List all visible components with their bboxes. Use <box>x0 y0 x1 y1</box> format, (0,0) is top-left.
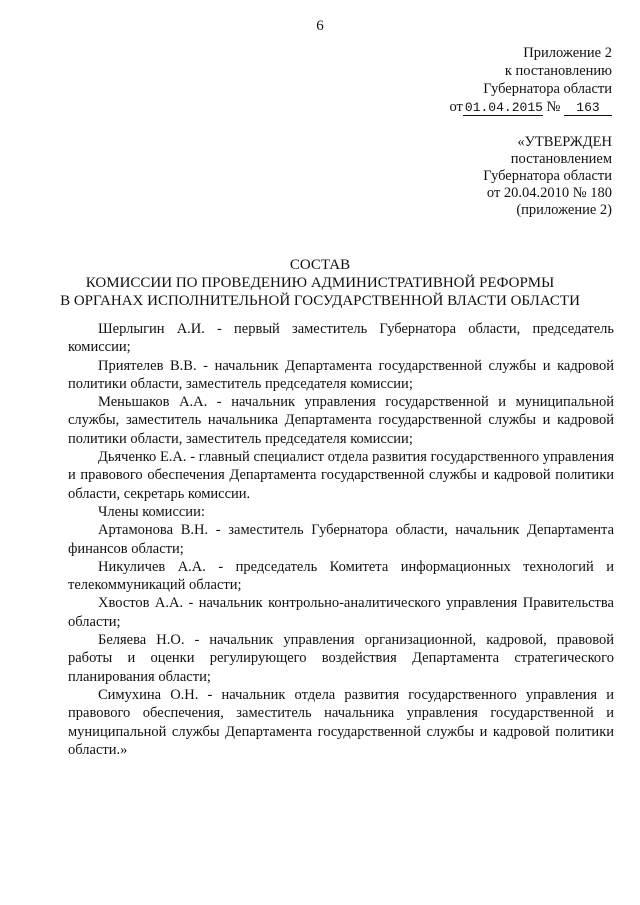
approved-line-1: «УТВЕРЖДЕН <box>517 134 612 150</box>
approved-line-5: (приложение 2) <box>516 202 612 218</box>
page-number: 6 <box>316 18 324 34</box>
approved-line-4: от 20.04.2010 № 180 <box>486 185 612 201</box>
number-label: № <box>546 99 561 115</box>
commission-members-list <box>68 320 614 759</box>
resolution-number: 163 <box>564 101 612 116</box>
resolution-date: 01.04.2015 <box>464 100 543 115</box>
title-line-1: СОСТАВ <box>289 257 351 273</box>
member-paragraph-secretary: Дьяченко Е.А. - главный специалист отдела развития государственного управления и правового обеспечения Департамента государственной службы и кадровой политики области, секретарь комиссии. <box>68 449 614 502</box>
member-paragraph: Никуличев А.А. - председатель Комитета информационных технологий и телекоммуникаций области; <box>68 558 614 594</box>
appendix-header <box>450 44 613 116</box>
from-label: от <box>449 99 463 115</box>
member-paragraph-deputy-2: Меньшаков А.А. - начальник управления государственной и муниципальной службы, заместитель начальника Департамента государственной службы и кадровой политики области, заместитель председателя комиссии; <box>68 394 614 447</box>
appendix-title: Приложение 2 <box>523 45 612 61</box>
appendix-date-number-line <box>450 98 613 116</box>
approved-stamp-block <box>483 134 612 219</box>
title-line-2: КОМИССИИ ПО ПРОВЕДЕНИЮ АДМИНИСТРАТИВНОЙ РЕФОРМЫ <box>85 275 555 291</box>
member-paragraph: Артамонова В.Н. - заместитель Губернатора области, начальник Департамента финансов области; <box>68 522 614 557</box>
members-heading: Члены комиссии: <box>98 503 205 520</box>
member-paragraph-chair: Шерлыгин А.И. - первый заместитель Губернатора области, председатель комиссии; <box>68 321 614 356</box>
member-paragraph: Симухина О.Н. - начальник отдела развития государственного управления и правового обеспечения, заместитель начальника управления государственной и муниципальной службы Департамента государственной службы и кадровой политики области.» <box>68 686 614 758</box>
appendix-line-to-resolution: к постановлению <box>504 63 612 79</box>
member-paragraph-deputy-1: Приятелев В.В. - начальник Департамента государственной службы и кадровой политики области, заместитель председателя комиссии; <box>68 357 614 392</box>
appendix-line-governor: Губернатора области <box>483 81 612 97</box>
title-line-3: В ОРГАНАХ ИСПОЛНИТЕЛЬНОЙ ГОСУДАРСТВЕННОЙ ВЛАСТИ ОБЛАСТИ <box>60 293 580 309</box>
approved-line-3: Губернатора области <box>483 168 612 184</box>
approved-line-2: постановлением <box>510 151 612 167</box>
member-paragraph: Хвостов А.А. - начальник контрольно-аналитического управления Правительства области; <box>68 595 614 630</box>
document-title <box>30 256 610 310</box>
member-paragraph: Беляева Н.О. - начальник управления организационной, кадровой, правовой работы и оценки регулирующего воздействия Департамента стратегического планирования области; <box>68 632 614 685</box>
